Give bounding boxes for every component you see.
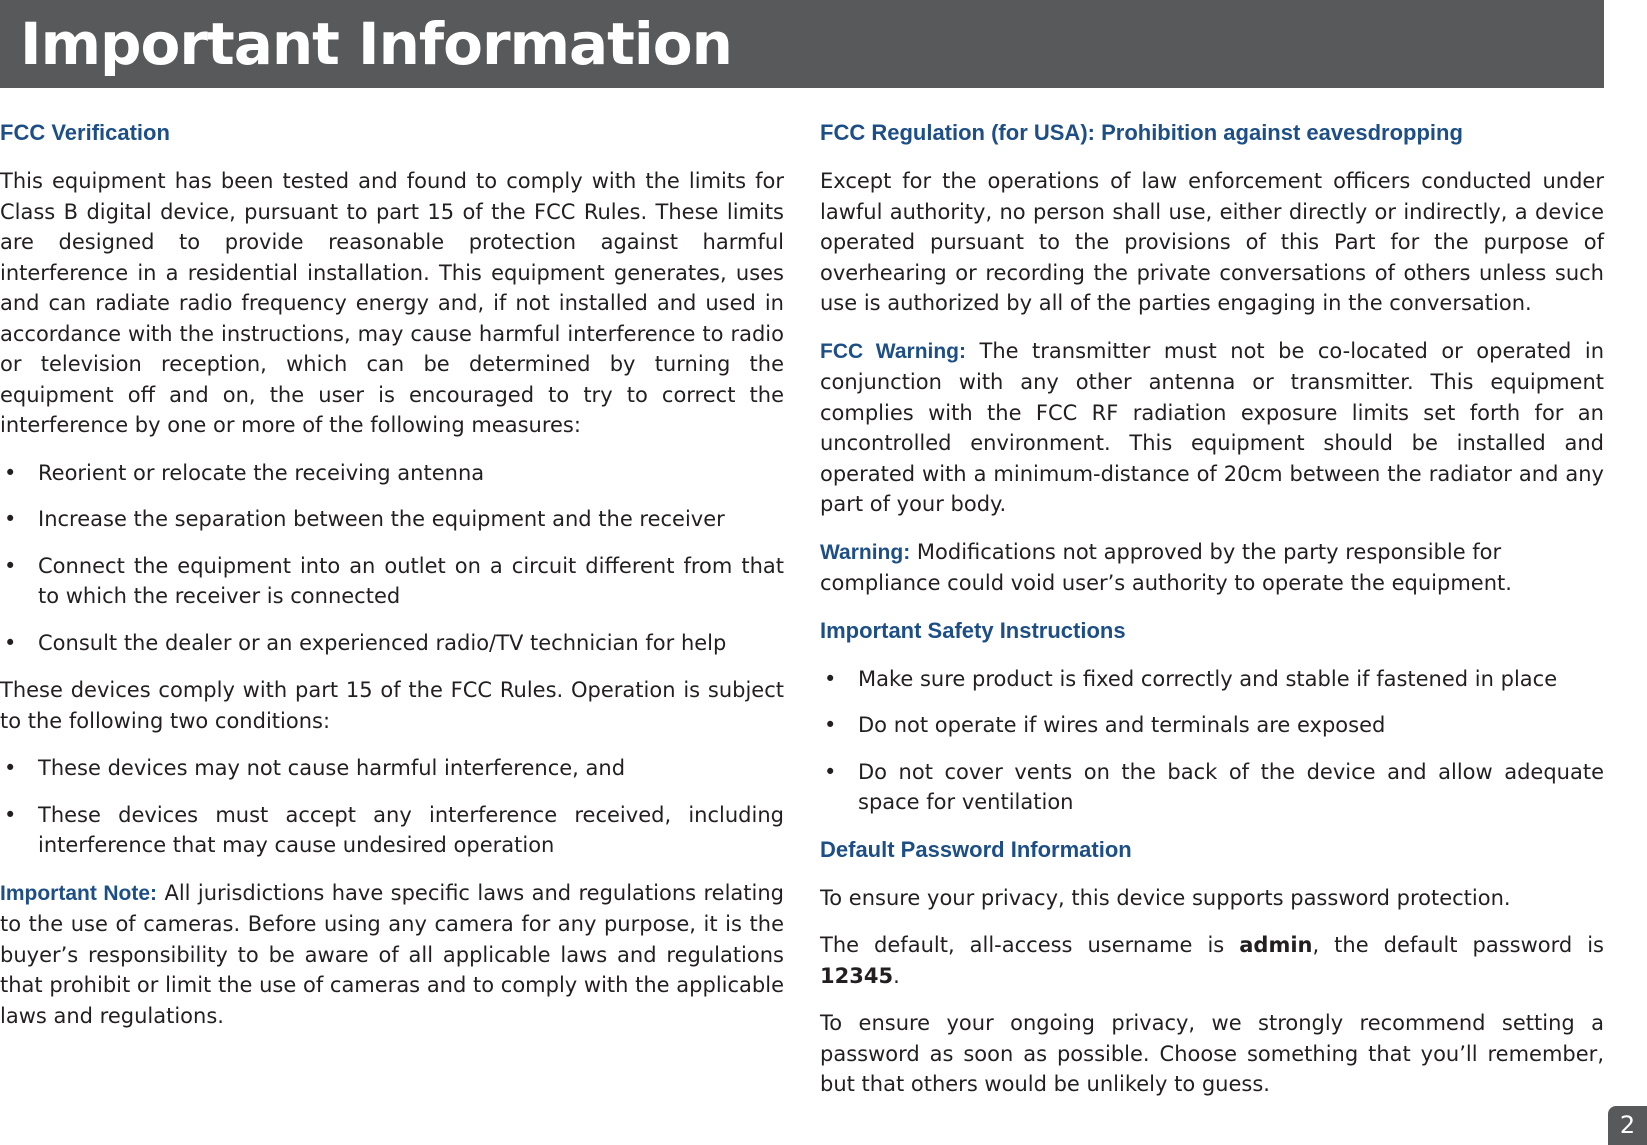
fcc-verification-intro: This equipment has been tested and found to comply with the limits for Class B digital device, pursuant to part 15 of the FCC Rules. These limits are designed to provide reasonable protection against harmful interference in a residential installation. This equipment generates, uses and can radiate radio frequency energy and, if not installed and used in accordance with the instructions, may cause harmful interference to radio or television reception, which can be determined by turning the equipment off and on, the user is encouraged to try to correct the interference by one or more of the following measures:	[0, 169, 784, 437]
list-item-text: Increase the separation between the equipment and the receiver	[38, 507, 725, 531]
bullet-icon: •	[4, 802, 17, 827]
list-item-text: These devices may not cause harmful interference, and	[38, 756, 626, 780]
page-title: Important Information	[20, 10, 732, 78]
page-header	[0, 0, 1604, 88]
password-recommendation: To ensure your ongoing privacy, we strongly recommend setting a password as soon as possible. Choose something that you’ll remember, but that others would be unlikely to guess.	[820, 1011, 1604, 1096]
list-item-text: Do not operate if wires and terminals are exposed	[858, 713, 1386, 737]
bullet-icon: •	[4, 507, 17, 531]
warning-label: Warning:	[820, 540, 911, 564]
bullet-icon: •	[824, 759, 837, 784]
conditions-intro: These devices comply with part 15 of the FCC Rules. Operation is subject to the following two conditions:	[0, 678, 784, 733]
list-item-text: Do not cover vents on the back of the device and allow adequate space for ventilation	[858, 759, 1604, 814]
measures-list	[0, 458, 784, 659]
password-heading: Default Password Information	[820, 836, 1132, 862]
default-credentials	[820, 930, 1604, 991]
credentials-prefix: The default, all-access username is	[820, 933, 1225, 957]
conditions-list	[0, 753, 784, 861]
list-item	[0, 458, 784, 489]
password-privacy: To ensure your privacy, this device supports password protection.	[820, 885, 1511, 910]
left-column	[0, 118, 784, 1048]
list-item	[820, 757, 1604, 818]
fcc-warning-text: The transmitter must not be co-located or operated in conjunction with any other antenna or transmitter. This equipment complies with the FCC RF radiation exposure limits set forth for an uncontrolled environment. This equipment should be installed and operated with a minimum-distance of 20cm between the radiator and any part of your body.	[820, 338, 1604, 516]
bullet-icon: •	[4, 630, 17, 655]
default-username: admin	[1239, 933, 1313, 957]
fcc-warning-label: FCC Warning:	[820, 339, 967, 363]
bullet-icon: •	[824, 666, 837, 691]
list-item-text: These devices must accept any interference received, including interference that may cause undesired operation	[38, 802, 784, 857]
important-note-label: Important Note:	[0, 881, 158, 905]
eavesdropping-heading: FCC Regulation (for USA): Prohibition against eavesdropping	[820, 120, 1463, 145]
warning-text: Modifications not approved by the party responsible for compliance could void user’s authority to operate the equipment.	[820, 539, 1512, 595]
safety-list	[820, 664, 1604, 818]
modification-warning	[820, 537, 1604, 599]
credentials-suffix: .	[893, 963, 900, 988]
safety-heading: Important Safety Instructions	[820, 617, 1126, 643]
eavesdropping-text: Except for the operations of law enforcement officers conducted under lawful authority, no person shall use, either directly or indirectly, a device operated pursuant to the provisions of this Part for the purpose of overhearing or recording the private conversations of others unless such use is authorized by all of the parties engaging in the conversation.	[820, 169, 1604, 315]
list-item-text: Reorient or relocate the receiving antenna	[38, 460, 485, 485]
fcc-verification-heading: FCC Verification	[0, 120, 170, 145]
list-item-text: Make sure product is fixed correctly and stable if fastened in place	[858, 666, 1558, 691]
default-password: 12345	[820, 963, 894, 988]
important-note	[0, 878, 784, 1032]
list-item	[0, 628, 784, 659]
important-note-text: All jurisdictions have specific laws and regulations relating to the use of cameras. Before using any camera for any purpose, it is the buyer’s responsibility to be aware of all applicable laws and regulations that prohibit or limit the use of cameras and to comply with the applicable laws and regulations.	[0, 880, 784, 1028]
list-item	[0, 753, 784, 784]
list-item	[0, 504, 784, 535]
list-item-text: Consult the dealer or an experienced radio/TV technician for help	[38, 630, 727, 655]
list-item	[0, 551, 784, 612]
list-item	[820, 664, 1604, 695]
list-item	[0, 800, 784, 861]
bullet-icon: •	[4, 460, 17, 485]
page-number: 2	[1608, 1106, 1647, 1145]
list-item	[820, 710, 1604, 741]
list-item-text: Connect the equipment into an outlet on a circuit different from that to which the receiver is connected	[38, 553, 784, 608]
right-column	[820, 118, 1604, 1117]
bullet-icon: •	[824, 713, 837, 737]
bullet-icon: •	[4, 553, 17, 578]
credentials-middle: , the default password is	[1312, 933, 1604, 957]
fcc-warning	[820, 336, 1604, 520]
bullet-icon: •	[4, 756, 17, 780]
